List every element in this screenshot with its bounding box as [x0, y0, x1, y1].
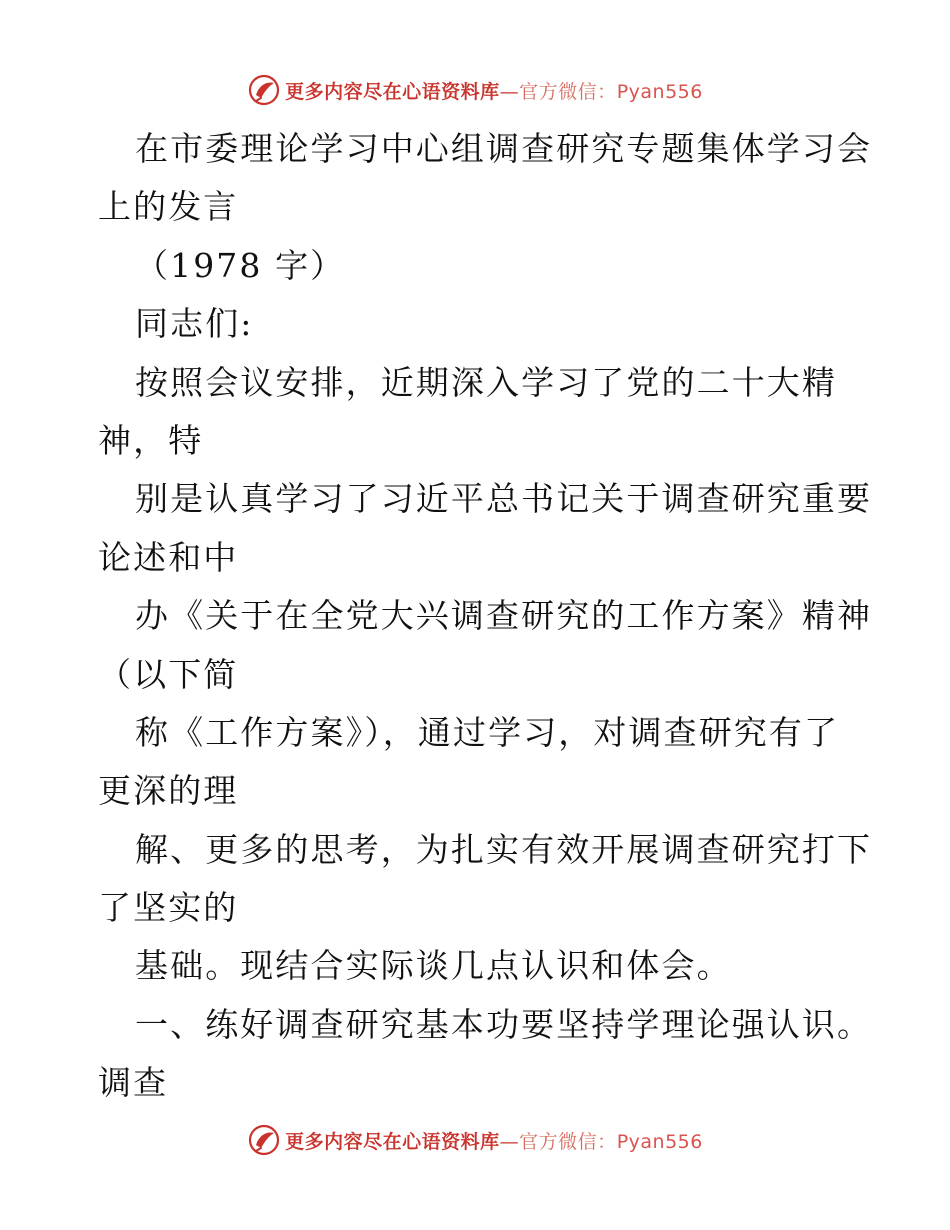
text-line: 调查 — [98, 1063, 169, 1103]
watermark-text — [285, 1127, 703, 1154]
watermark-wechat-label: 官方微信： — [519, 1130, 617, 1153]
text-line: 别是认真学习了习近平总书记关于调查研究重要 — [135, 479, 873, 519]
text-line: 称《工作方案》），通过学习，对调查研究有了 — [135, 712, 840, 752]
text-line: （以下简 — [98, 654, 239, 694]
header-watermark — [0, 70, 950, 110]
watermark-dash: — — [499, 1130, 520, 1153]
watermark-wechat-label: 官方微信： — [519, 80, 617, 103]
watermark-brand: 更多内容尽在心语资料库 — [285, 1130, 500, 1153]
text-line: 更深的理 — [98, 771, 239, 811]
watermark-wechat-id: Pyan556 — [616, 1130, 703, 1153]
text-line: （1978 字） — [135, 245, 346, 285]
footer-watermark — [0, 1120, 950, 1160]
brand-logo-icon — [247, 1123, 281, 1157]
text-line: 办《关于在全党大兴调查研究的工作方案》精神 — [135, 596, 873, 636]
text-line: 同志们: — [135, 304, 254, 344]
text-line: 了坚实的 — [98, 888, 239, 928]
brand-logo-icon — [247, 73, 281, 107]
watermark-dash: — — [499, 80, 520, 103]
text-line: 基础。现结合实际谈几点认识和体会。 — [135, 946, 732, 986]
text-line: 按照会议安排，近期深入学习了党的二十大精 — [135, 362, 837, 402]
text-line: 论述和中 — [98, 537, 239, 577]
text-line: 在市委理论学习中心组调查研究专题集体学习会 — [135, 129, 873, 168]
text-line: 上的发言 — [98, 187, 239, 227]
watermark-wechat-id: Pyan556 — [616, 80, 703, 103]
watermark-brand: 更多内容尽在心语资料库 — [285, 80, 500, 103]
text-line: 解、更多的思考，为扎实有效开展调查研究打下 — [135, 829, 873, 869]
document-body — [98, 120, 873, 1113]
text-line: 神，特 — [98, 420, 204, 460]
watermark-text — [285, 77, 703, 104]
text-line: 一、练好调查研究基本功要坚持学理论强认识。 — [135, 1004, 873, 1044]
